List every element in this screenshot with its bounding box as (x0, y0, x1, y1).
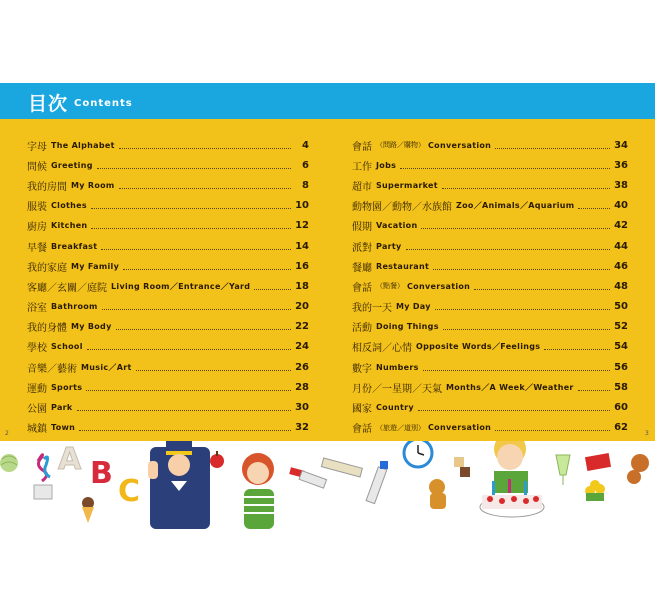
toc-entry[interactable] (27, 135, 309, 155)
toc-entry[interactable] (27, 397, 309, 417)
toc-entry-title-zh: 我的身體 (27, 323, 67, 335)
toc-entry-title-en: Months／A Week／Weather (446, 382, 574, 392)
toc-entry-page-number: 42 (614, 220, 628, 232)
toc-entry-title-zh: 動物園／動物／水族館 (352, 202, 452, 214)
page-number-left: 2 (5, 430, 9, 437)
toc-entry[interactable] (352, 135, 628, 155)
toc-entry-subtitle-zh: （旅遊／道別） (376, 423, 425, 432)
dot-leader (406, 249, 610, 250)
toc-entry-title-en: My Family (71, 261, 120, 271)
toc-entry-page-number: 4 (302, 139, 309, 151)
toc-entry[interactable] (352, 317, 628, 337)
toc-entry-title-en: My Body (71, 322, 112, 332)
toc-entry[interactable] (352, 337, 628, 357)
toc-entry-title-zh: 問候 (27, 161, 47, 173)
toc-entry[interactable] (27, 377, 309, 397)
dot-leader (544, 349, 610, 350)
table-of-contents (0, 119, 655, 441)
dot-leader (435, 309, 610, 310)
toc-entry-page-number: 46 (614, 260, 628, 272)
toc-entry[interactable] (352, 418, 628, 438)
toc-entry-title-zh: 城鎮 (27, 424, 47, 436)
toc-entry-page-number: 10 (295, 200, 309, 212)
toc-entry-title-zh: 字母 (27, 141, 47, 153)
dot-leader (578, 390, 610, 391)
squirrel-icon (627, 454, 649, 484)
toc-entry-page-number: 30 (295, 402, 309, 414)
letter-a: A (58, 442, 82, 477)
toc-entry[interactable] (352, 256, 628, 276)
toc-entry-page-number: 34 (614, 139, 628, 151)
clock-icon (404, 441, 432, 467)
dot-leader (136, 370, 291, 371)
contents-header (0, 83, 655, 119)
ice-cream-icon (82, 497, 94, 523)
toc-entry-title-en: Opposite Words／Feelings (416, 342, 541, 352)
flower-pot-icon (585, 480, 605, 501)
toc-entry-page-number: 20 (295, 301, 309, 313)
toc-entry-title-zh: 數字 (352, 363, 372, 375)
toc-entry-title-zh: 音樂／藝術 (27, 363, 77, 375)
dot-leader (86, 390, 291, 391)
toc-entry-title-zh: 客廳／玄關／庭院 (27, 282, 107, 294)
toc-entry-title-zh: 我的家庭 (27, 262, 67, 274)
book-icon (585, 453, 611, 471)
toc-entry-title-zh: 月份／一星期／天氣 (352, 383, 442, 395)
dot-leader (119, 148, 291, 149)
toc-entry-title-zh: 會話 (352, 141, 372, 153)
contents-title-zh: 目次 (28, 93, 69, 115)
toc-entry-title-zh: 運動 (27, 383, 47, 395)
dot-leader (443, 329, 610, 330)
toc-right-column (352, 135, 628, 438)
book-spread (0, 83, 655, 523)
toc-entry[interactable] (352, 377, 628, 397)
toc-entry[interactable] (352, 276, 628, 296)
dot-leader (421, 228, 610, 229)
toc-entry[interactable] (27, 256, 309, 276)
toc-entry-page-number: 22 (295, 321, 309, 333)
toc-entry-title-zh: 相反詞／心情 (352, 343, 412, 355)
dot-leader (79, 430, 291, 431)
toc-entry[interactable] (27, 196, 309, 216)
toc-entry-title-zh: 會話 (352, 424, 372, 436)
paint-tubes-icon (289, 458, 388, 504)
toc-entry[interactable] (27, 236, 309, 256)
toc-entry-title-en: Sports (51, 382, 83, 392)
toc-entry-page-number: 58 (614, 381, 628, 393)
toc-entry-page-number: 16 (295, 260, 309, 272)
dot-leader (91, 228, 291, 229)
toc-entry-page-number: 62 (614, 422, 628, 434)
toc-entry[interactable] (27, 276, 309, 296)
toc-entry-page-number: 48 (614, 280, 628, 292)
toc-entry-title-en: Living Room／Entrance／Yard (111, 281, 251, 291)
dot-leader (116, 329, 291, 330)
toc-entry-page-number: 44 (614, 240, 628, 252)
dot-leader (123, 269, 291, 270)
toc-entry[interactable] (27, 155, 309, 175)
toc-entry[interactable] (352, 236, 628, 256)
toc-entry-title-en: Restaurant (376, 261, 430, 271)
toc-entry[interactable] (27, 175, 309, 195)
toc-entry-title-zh: 假期 (352, 222, 372, 234)
contents-title-en: Contents (74, 98, 133, 109)
dot-leader (91, 208, 291, 209)
toc-entry-title-zh: 餐廳 (352, 262, 372, 274)
toc-entry-subtitle-zh: （點餐） (376, 282, 404, 291)
toc-entry-title-en: Clothes (51, 201, 87, 211)
toc-entry-title-en: Park (51, 403, 73, 413)
toc-entry-title-en: Greeting (51, 160, 93, 170)
toc-entry-title-en: Zoo／Animals／Aquarium (456, 201, 575, 211)
toc-entry-title-en: Conversation (428, 423, 492, 433)
toc-entry-title-zh: 活動 (352, 323, 372, 335)
toc-entry-title-en: Country (376, 403, 414, 413)
toc-entry[interactable] (352, 175, 628, 195)
toc-entry-page-number: 40 (614, 200, 628, 212)
toc-entry-page-number: 26 (295, 361, 309, 373)
toc-entry-title-en: Conversation (428, 140, 492, 150)
toc-entry-page-number: 38 (614, 179, 628, 191)
dot-leader (77, 410, 291, 411)
toc-entry[interactable] (352, 397, 628, 417)
toc-entry-page-number: 8 (302, 179, 309, 191)
toc-entry[interactable] (352, 196, 628, 216)
dog-icon (429, 479, 446, 509)
chef-with-cake-illustration (480, 441, 544, 517)
cookies-icon (454, 457, 470, 477)
toc-entry-title-en: Doing Things (376, 322, 439, 332)
toc-entry-page-number: 12 (295, 220, 309, 232)
apple-icon (210, 451, 224, 468)
dot-leader (254, 289, 291, 290)
toc-entry-title-zh: 會話 (352, 282, 372, 294)
police-officer-illustration (148, 441, 210, 529)
dot-leader (101, 249, 291, 250)
toc-entry-title-en: Numbers (376, 362, 419, 372)
toc-entry-title-zh: 超市 (352, 181, 372, 193)
toc-entry-title-zh: 學校 (27, 343, 47, 355)
toc-entry-page-number: 14 (295, 240, 309, 252)
toc-entry-title-en: School (51, 342, 83, 352)
dot-leader (495, 430, 610, 431)
toc-entry[interactable] (27, 317, 309, 337)
toc-entry[interactable] (352, 357, 628, 377)
toc-entry[interactable] (352, 297, 628, 317)
toc-left-column (27, 135, 309, 438)
toc-entry-page-number: 32 (295, 422, 309, 434)
juice-glass-icon (556, 455, 570, 485)
toc-entry[interactable] (27, 216, 309, 236)
illustration-strip (0, 441, 655, 529)
toc-entry-title-zh: 廚房 (27, 222, 47, 234)
dot-leader (418, 410, 610, 411)
toc-entry-title-en: Kitchen (51, 221, 88, 231)
toc-entry-title-zh: 我的一天 (352, 303, 392, 315)
dot-leader (495, 148, 610, 149)
toc-entry-subtitle-zh: （問路／購物） (376, 141, 425, 150)
toc-entry[interactable] (27, 337, 309, 357)
toc-entry-title-zh: 早餐 (27, 242, 47, 254)
dot-leader (97, 168, 291, 169)
toc-entry-title-en: Party (376, 241, 402, 251)
toc-entry-page-number: 18 (295, 280, 309, 292)
dot-leader (423, 370, 610, 371)
page-number-right: 3 (645, 430, 649, 437)
toc-entry-title-zh: 浴室 (27, 303, 47, 315)
dot-leader (102, 309, 291, 310)
abc-letters (58, 442, 140, 509)
toc-entry-page-number: 52 (614, 321, 628, 333)
dot-leader (578, 208, 610, 209)
dot-leader (87, 349, 291, 350)
dot-leader (400, 168, 610, 169)
toc-entry-page-number: 24 (295, 341, 309, 353)
toc-entry-title-zh: 公園 (27, 404, 47, 416)
toc-entry[interactable] (352, 155, 628, 175)
illustration-svg (0, 441, 655, 529)
melon-icon (0, 454, 18, 472)
letter-b: B (90, 456, 113, 491)
dot-leader (433, 269, 610, 270)
toc-entry-title-en: Music／Art (81, 362, 132, 372)
toc-entry-title-zh: 服裝 (27, 202, 47, 214)
toc-entry-page-number: 36 (614, 159, 628, 171)
dot-leader (119, 188, 291, 189)
toc-entry-page-number: 6 (302, 159, 309, 171)
toc-entry-title-en: Conversation (407, 281, 471, 291)
toc-entry-page-number: 60 (614, 402, 628, 414)
toc-entry-title-en: Bathroom (51, 302, 98, 312)
toc-entry-title-en: Town (51, 423, 76, 433)
toc-entry-page-number: 50 (614, 301, 628, 313)
toc-entry-title-en: My Day (396, 302, 431, 312)
toc-entry-title-en: Breakfast (51, 241, 98, 251)
dot-leader (474, 289, 610, 290)
toc-entry[interactable] (352, 216, 628, 236)
toc-entry-page-number: 56 (614, 361, 628, 373)
girl-illustration (242, 453, 274, 529)
letter-c: C (118, 474, 141, 509)
dot-leader (442, 188, 610, 189)
toc-entry-page-number: 28 (295, 381, 309, 393)
toc-entry-title-en: My Room (71, 180, 115, 190)
toc-entry[interactable] (27, 418, 309, 438)
toc-entry-title-en: Vacation (376, 221, 418, 231)
toc-entry-title-en: The Alphabet (51, 140, 115, 150)
toc-entry-title-zh: 我的房間 (27, 181, 67, 193)
trophy-icon (34, 455, 52, 499)
toc-entry-title-zh: 派對 (352, 242, 372, 254)
toc-entry[interactable] (27, 297, 309, 317)
toc-entry-title-en: Jobs (376, 160, 397, 170)
toc-entry[interactable] (27, 357, 309, 377)
toc-entry-page-number: 54 (614, 341, 628, 353)
toc-entry-title-en: Supermarket (376, 180, 438, 190)
toc-entry-title-zh: 國家 (352, 404, 372, 416)
toc-entry-title-zh: 工作 (352, 161, 372, 173)
